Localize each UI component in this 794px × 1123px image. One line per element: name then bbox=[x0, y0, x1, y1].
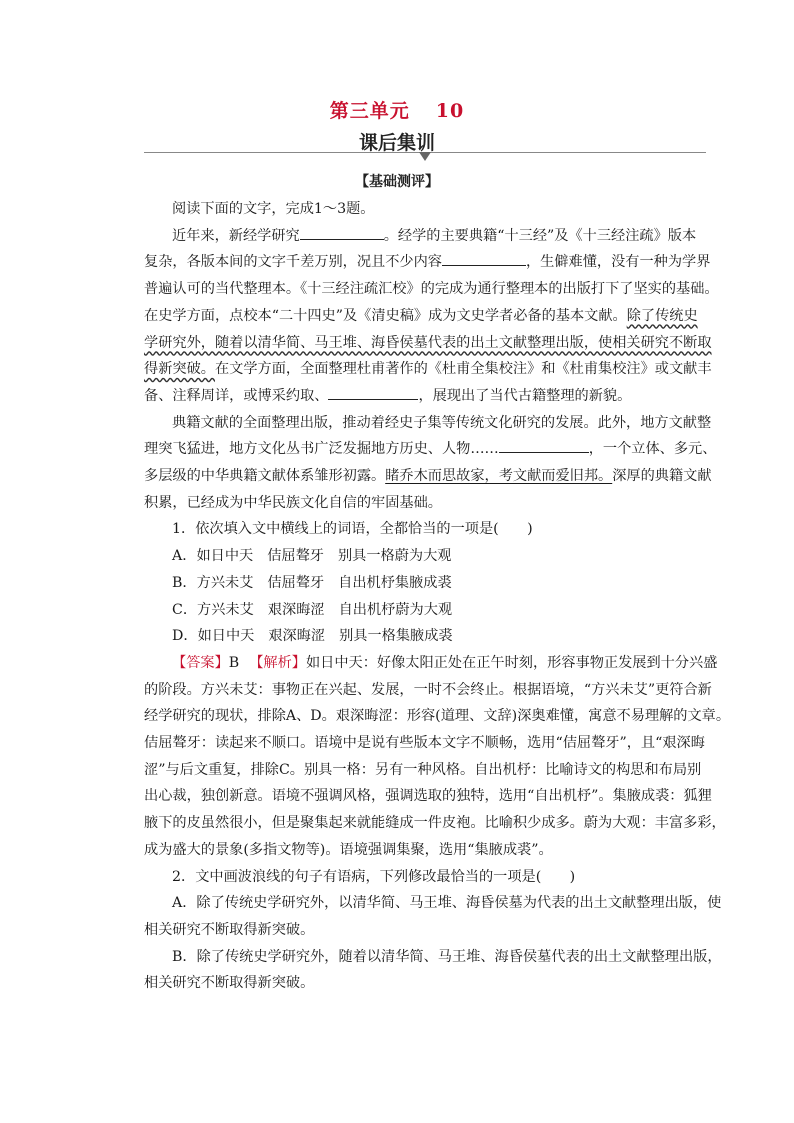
passage-line bbox=[144, 330, 712, 357]
analysis-line: 出心裁，独创新意。语境不强调风格，强调选取的独特，选用“自出机杼”。集腋成裘：狐狸 bbox=[144, 788, 712, 805]
blank-4 bbox=[499, 438, 589, 453]
blank-3 bbox=[328, 385, 418, 400]
question-1-stem: 1．依次填入文中横线上的词语，全都恰当的一项是( ) bbox=[172, 521, 533, 538]
analysis-line: 成为盛大的景象(多指文物等)。语境强调集聚，选用“集腋成裘”。 bbox=[144, 841, 553, 858]
underlined-sentence: 睹乔木而思故家，考文献而爱旧邦。 bbox=[385, 468, 613, 485]
wavy-underlined-sentence: 得新突破。 bbox=[144, 361, 215, 378]
unit-header bbox=[0, 96, 794, 123]
analysis-line: 腋下的皮虽然很小，但是聚集起来就能缝成一件皮袍。比喻积少成多。蔚为大观：丰富多彩， bbox=[144, 815, 726, 832]
passage-line: 复杂，各版本间的文字千差万别，况且不少内容 ，生僻难懂，没有一种为学界 bbox=[144, 249, 684, 276]
page-subtitle: 课后集训 bbox=[358, 132, 435, 154]
q2-option-b-cont: 相关研究不断取得新突破。 bbox=[144, 975, 315, 992]
passage-line: 积累，已经成为中华民族文化自信的牢固基础。 bbox=[144, 494, 442, 511]
wavy-underlined-sentence: 除了传统史 bbox=[626, 307, 698, 324]
analysis-line: 的阶段。方兴未艾：事物正在兴起、发展，一时不会终止。根据语境，“方兴未艾”更符合新 bbox=[144, 681, 712, 698]
document-body bbox=[144, 196, 731, 997]
blank-1 bbox=[300, 225, 384, 240]
analysis-line: 涩”与后文重复，排除C。别具一格：另有一种风格。自出机杼：比喻诗文的构思和布局别 bbox=[144, 761, 702, 778]
answer-value: B bbox=[228, 654, 240, 671]
answer-tag: 【答案】 bbox=[172, 654, 229, 671]
passage-line: 典籍文献的全面整理出版，推动着经史子集等传统文化研究的发展。此外，地方文献整 bbox=[172, 414, 712, 431]
option-a: A．如日中天 佶屈聱牙 别具一格蔚为大观 bbox=[172, 548, 452, 565]
analysis-tag: 【解析】 bbox=[249, 654, 306, 671]
q2-option-a-cont: 相关研究不断取得新突破。 bbox=[144, 921, 315, 938]
passage-line: 理突飞猛进，地方文化丛书广泛发掘地方历史、人物…… ，一个立体、多元、 bbox=[144, 436, 684, 463]
passage-line: 在史学方面，点校本“二十四史”及《清史稿》成为文史学者必备的基本文献。除了传统史 bbox=[144, 307, 698, 324]
divider-arrow-icon bbox=[419, 152, 431, 161]
intro-text: 阅读下面的文字，完成1～3题。 bbox=[172, 201, 375, 217]
q2-option-a: A．除了传统史学研究外，以清华简、马王堆、海昏侯墓为代表的出土文献整理出版，使 bbox=[172, 895, 722, 912]
section-heading: 【基础测评】 bbox=[355, 174, 439, 190]
passage-line: 得新突破。在文学方面，全面整理杜甫著作的《杜甫全集校注》和《杜甫集校注》或文献丰 bbox=[144, 361, 712, 378]
blank-2 bbox=[442, 251, 526, 266]
unit-title: 第三单元 10 bbox=[329, 100, 465, 122]
option-c: C．方兴未艾 艰深晦涩 自出机杼蔚为大观 bbox=[172, 601, 453, 618]
wavy-underlined-sentence: 学研究外，随着以清华简、马王堆、海昏侯墓代表的出土文献整理出版，使相关研究不断取 bbox=[144, 334, 712, 351]
analysis-line: 经学研究的现状，排除A、D。艰深晦涩：形容(道理、文辞)深奥难懂，寓意不易理解的文章。 bbox=[144, 708, 731, 725]
option-b: B．方兴未艾 佶屈聱牙 自出机杼集腋成裘 bbox=[172, 574, 452, 591]
answer-line: 【答案】B 【解析】如日中天：好像太阳正处在正午时刻，形容事物正发展到十分兴盛 bbox=[172, 654, 718, 671]
q2-option-b: B．除了传统史学研究外，随着以清华简、马王堆、海昏侯墓代表的出土文献整理出版， bbox=[172, 948, 722, 965]
passage-line: 普遍认可的当代整理本。《十三经注疏汇校》的完成为通行整理本的出版打下了坚实的基础。 bbox=[144, 281, 719, 298]
lesson-number: 10 bbox=[435, 100, 465, 122]
passage-line: 多层级的中华典籍文献体系雏形初露。睹乔木而思故家，考文献而爱旧邦。深厚的典籍文献 bbox=[144, 468, 712, 485]
passage-line: 近年来，新经学研究 。经学的主要典籍“十三经”及《十三经注疏》版本 bbox=[144, 223, 684, 250]
analysis-line: 佶屈聱牙：读起来不顺口。语境中是说有些版本文字不顺畅，选用“佶屈聱牙”，且“艰深晦 bbox=[144, 735, 705, 752]
question-2-stem: 2．文中画波浪线的句子有语病，下列修改最恰当的一项是( ) bbox=[172, 868, 576, 885]
passage-line: 备、注释周详，或博采约取、 ，展现出了当代古籍整理的新貌。 bbox=[144, 383, 684, 410]
option-d: D．如日中天 艰深晦涩 别具一格集腋成裘 bbox=[172, 628, 453, 645]
